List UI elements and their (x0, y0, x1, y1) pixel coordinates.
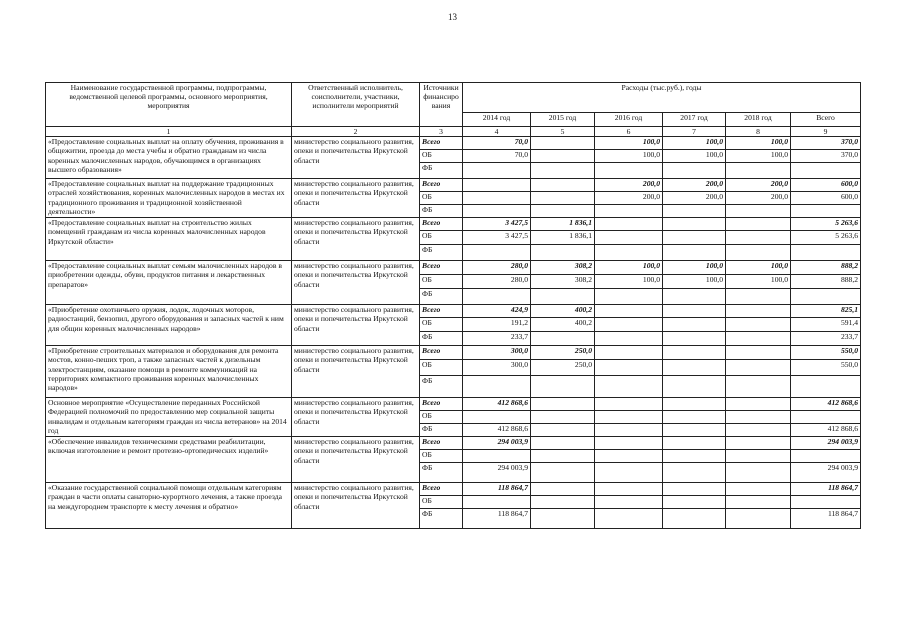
value-year: 200,0 (595, 179, 663, 192)
column-number: 5 (531, 127, 595, 137)
value-year (463, 289, 531, 305)
value-year (663, 289, 726, 305)
funding-source: ОБ (420, 411, 463, 424)
column-number: 6 (595, 127, 663, 137)
value-year (663, 424, 726, 437)
funding-source: Всего (420, 398, 463, 411)
value-total: 888,2 (791, 275, 861, 289)
value-year: 100,0 (663, 261, 726, 275)
value-year (463, 450, 531, 463)
table-row (46, 218, 861, 231)
header-year: 2014 год (463, 113, 531, 127)
column-number: 1 (46, 127, 292, 137)
value-year (595, 437, 663, 450)
value-year (663, 245, 726, 261)
value-year (726, 450, 791, 463)
funding-source: Всего (420, 137, 463, 150)
activity-name: «Приобретение охотничьего оружия, лодок, лодочных моторов, радиостанций, бензопил, другого оборудования и запасных частей к ним для общин коренных малочисленных народов» (46, 305, 292, 346)
value-year: 100,0 (595, 261, 663, 275)
value-year: 233,7 (463, 332, 531, 346)
value-year (595, 424, 663, 437)
activity-name: «Предоставление социальных выплат на поддержание традиционных отраслей хозяйствования, коренных малочисленных народов в местах их традиционного проживания и традиционной хозяйственной деятельности» (46, 179, 292, 218)
funding-source: Всего (420, 179, 463, 192)
header-total: Всего (791, 113, 861, 127)
value-year (726, 163, 791, 179)
value-year (531, 398, 595, 411)
value-total: 591,4 (791, 318, 861, 332)
value-year: 100,0 (726, 261, 791, 275)
value-year (726, 289, 791, 305)
value-year (531, 205, 595, 218)
value-year: 400,2 (531, 305, 595, 318)
value-total (791, 496, 861, 509)
value-year (663, 509, 726, 529)
value-total: 294 003,9 (791, 437, 861, 450)
value-year (531, 163, 595, 179)
value-year (726, 411, 791, 424)
value-year: 3 427,5 (463, 231, 531, 245)
table-row (46, 179, 861, 192)
funding-source: ФБ (420, 245, 463, 261)
funding-source: ФБ (420, 463, 463, 483)
value-year (726, 205, 791, 218)
value-year (663, 376, 726, 398)
value-year: 400,2 (531, 318, 595, 332)
value-year: 280,0 (463, 275, 531, 289)
value-total: 600,0 (791, 179, 861, 192)
value-year (595, 376, 663, 398)
value-year (726, 245, 791, 261)
funding-source: ФБ (420, 289, 463, 305)
value-year (595, 289, 663, 305)
value-total: 370,0 (791, 137, 861, 150)
value-year: 200,0 (726, 179, 791, 192)
value-year (726, 231, 791, 245)
value-total: 5 263,6 (791, 218, 861, 231)
value-year (595, 360, 663, 376)
value-year: 118 864,7 (463, 509, 531, 529)
table-row (46, 437, 861, 450)
funding-source: ОБ (420, 275, 463, 289)
value-total (791, 245, 861, 261)
value-year: 308,2 (531, 261, 595, 275)
value-year: 300,0 (463, 360, 531, 376)
value-total (791, 450, 861, 463)
value-year: 1 836,1 (531, 218, 595, 231)
value-year (531, 411, 595, 424)
funding-source: Всего (420, 483, 463, 496)
value-year: 70,0 (463, 150, 531, 163)
value-year (463, 205, 531, 218)
table-row (46, 346, 861, 360)
value-year: 424,9 (463, 305, 531, 318)
value-year: 100,0 (726, 150, 791, 163)
value-year (595, 411, 663, 424)
value-year: 100,0 (663, 275, 726, 289)
value-year: 412 868,6 (463, 424, 531, 437)
value-year (726, 509, 791, 529)
executor: министерство социального развития, опеки и попечительства Иркутской области (292, 261, 420, 305)
value-year (531, 179, 595, 192)
value-total (791, 163, 861, 179)
executor: министерство социального развития, опеки и попечительства Иркутской области (292, 305, 420, 346)
funding-source: ОБ (420, 318, 463, 332)
value-year (726, 496, 791, 509)
column-number: 2 (292, 127, 420, 137)
value-year (663, 398, 726, 411)
value-year (663, 360, 726, 376)
value-year (531, 289, 595, 305)
value-year (463, 411, 531, 424)
value-year: 1 836,1 (531, 231, 595, 245)
value-year (726, 437, 791, 450)
funding-source: Всего (420, 346, 463, 360)
value-year: 100,0 (595, 150, 663, 163)
value-year (531, 437, 595, 450)
funding-source: ОБ (420, 496, 463, 509)
value-year: 308,2 (531, 275, 595, 289)
executor: министерство социального развития, опеки и попечительства Иркутской области (292, 218, 420, 261)
value-year: 100,0 (663, 137, 726, 150)
activity-name: «Предоставление социальных выплат семьям малочисленных народов в приобретении одежды, обуви, продуктов питания и лекарственных препаратов» (46, 261, 292, 305)
value-total: 118 864,7 (791, 509, 861, 529)
value-year: 3 427,5 (463, 218, 531, 231)
value-total: 233,7 (791, 332, 861, 346)
value-year (726, 318, 791, 332)
table-row (46, 398, 861, 411)
value-year (531, 509, 595, 529)
value-year (595, 398, 663, 411)
value-year: 250,0 (531, 360, 595, 376)
value-year (463, 245, 531, 261)
funding-source: Всего (420, 437, 463, 450)
value-year (595, 218, 663, 231)
header-year: 2018 год (726, 113, 791, 127)
activity-name: «Предоставление социальных выплат на строительство жилых помещений гражданам из числа коренных малочисленных народов Иркутской области» (46, 218, 292, 261)
value-total (791, 376, 861, 398)
value-year (663, 231, 726, 245)
value-year (595, 231, 663, 245)
value-year: 250,0 (531, 346, 595, 360)
value-year: 412 868,6 (463, 398, 531, 411)
value-year (726, 463, 791, 483)
activity-name: «Предоставление социальных выплат на оплату обучения, проживания в общежитии, проезда до места учебы и обратно гражданам из числа коренных малочисленных народов, обучающимся в организациях высшего образования» (46, 137, 292, 179)
header-name: Наименование государственной программы, подпрограммы, ведомственной целевой программы, основного мероприятия, мероприятия (46, 83, 292, 127)
value-year (595, 205, 663, 218)
activity-name: Основное мероприятие «Осуществление переданных Российской Федерацией полномочий по предоставлению мер социальной защиты инвалидам и отдельным категориям граждан из числа ветеранов» на 2014 год (46, 398, 292, 437)
value-year: 100,0 (595, 137, 663, 150)
value-year (531, 496, 595, 509)
value-year: 200,0 (663, 192, 726, 205)
value-year (726, 483, 791, 496)
value-year (463, 376, 531, 398)
column-number: 7 (663, 127, 726, 137)
header-year: 2016 год (595, 113, 663, 127)
table-row (46, 305, 861, 318)
value-year: 100,0 (595, 275, 663, 289)
value-total: 888,2 (791, 261, 861, 275)
value-year (595, 305, 663, 318)
column-number: 4 (463, 127, 531, 137)
value-year (595, 332, 663, 346)
page-number: 13 (448, 12, 457, 22)
value-year (663, 318, 726, 332)
value-year (595, 163, 663, 179)
funding-source: ОБ (420, 150, 463, 163)
value-total: 294 003,9 (791, 463, 861, 483)
executor: министерство социального развития, опеки и попечительства Иркутской области (292, 179, 420, 218)
value-year: 100,0 (726, 137, 791, 150)
value-year (663, 496, 726, 509)
value-total (791, 411, 861, 424)
value-year (463, 163, 531, 179)
value-year (663, 305, 726, 318)
funding-source: ОБ (420, 450, 463, 463)
header-expenses: Расходы (тыс.руб.), годы (463, 83, 861, 113)
value-total: 370,0 (791, 150, 861, 163)
executor: министерство социального развития, опеки и попечительства Иркутской области (292, 346, 420, 398)
value-year (726, 424, 791, 437)
value-year (595, 509, 663, 529)
value-year (726, 332, 791, 346)
value-year (595, 318, 663, 332)
value-year (531, 150, 595, 163)
value-year (726, 305, 791, 318)
value-year (531, 245, 595, 261)
expenses-table (45, 82, 861, 529)
value-year: 200,0 (595, 192, 663, 205)
funding-source: ФБ (420, 332, 463, 346)
value-year: 200,0 (726, 192, 791, 205)
value-total: 550,0 (791, 360, 861, 376)
funding-source: ФБ (420, 424, 463, 437)
value-year (463, 192, 531, 205)
executor: министерство социального развития, опеки и попечительства Иркутской области (292, 398, 420, 437)
value-year (663, 346, 726, 360)
value-year (726, 360, 791, 376)
value-total: 825,1 (791, 305, 861, 318)
value-year (726, 346, 791, 360)
funding-source: Всего (420, 261, 463, 275)
funding-source: ОБ (420, 360, 463, 376)
header-source: Источники финансиро вания (420, 83, 463, 127)
activity-name: «Оказание государственной социальной помощи отдельным категориям граждан в части оплаты санаторно-курортного лечения, а также проезда на междугороднем транспорте к месту лечения и обратно» (46, 483, 292, 529)
value-year (726, 398, 791, 411)
value-year: 118 864,7 (463, 483, 531, 496)
value-year (531, 332, 595, 346)
value-year (663, 437, 726, 450)
value-year: 294 003,9 (463, 437, 531, 450)
value-year (726, 218, 791, 231)
value-total: 412 868,6 (791, 398, 861, 411)
value-year (663, 463, 726, 483)
value-year (726, 376, 791, 398)
value-year (531, 192, 595, 205)
table-row (46, 261, 861, 275)
value-year (595, 496, 663, 509)
value-year (595, 483, 663, 496)
executor: министерство социального развития, опеки и попечительства Иркутской области (292, 137, 420, 179)
value-year (531, 450, 595, 463)
funding-source: Всего (420, 305, 463, 318)
column-number: 3 (420, 127, 463, 137)
value-year (595, 450, 663, 463)
funding-source: ОБ (420, 192, 463, 205)
value-year (595, 346, 663, 360)
funding-source: ФБ (420, 376, 463, 398)
value-year (531, 424, 595, 437)
value-year (531, 463, 595, 483)
header-year: 2015 год (531, 113, 595, 127)
value-year (663, 163, 726, 179)
executor: министерство социального развития, опеки и попечительства Иркутской области (292, 483, 420, 529)
value-year (663, 332, 726, 346)
value-year: 100,0 (663, 150, 726, 163)
value-year: 70,0 (463, 137, 531, 150)
activity-name: «Приобретение строительных материалов и оборудования для ремонта мостов, конно-пеших троп, а также запасных частей к дизельным электростанциям, оказание помощи в ремонте коммуникаций на территориях компактного проживания коренных малочисленных народов» (46, 346, 292, 398)
funding-source: ФБ (420, 509, 463, 529)
value-year (531, 483, 595, 496)
funding-source: ФБ (420, 205, 463, 218)
value-year (463, 496, 531, 509)
value-year (595, 463, 663, 483)
value-year (531, 137, 595, 150)
value-year (463, 179, 531, 192)
funding-source: ОБ (420, 231, 463, 245)
table-row (46, 137, 861, 150)
header-executor: Ответственный исполнитель, соисполнители, участники, исполнители мероприятий (292, 83, 420, 127)
value-total (791, 205, 861, 218)
column-number: 8 (726, 127, 791, 137)
value-total: 412 868,6 (791, 424, 861, 437)
value-year (663, 483, 726, 496)
value-year (663, 450, 726, 463)
funding-source: ФБ (420, 163, 463, 179)
column-number: 9 (791, 127, 861, 137)
value-year: 100,0 (726, 275, 791, 289)
value-total: 550,0 (791, 346, 861, 360)
value-year: 200,0 (663, 179, 726, 192)
value-year (663, 218, 726, 231)
value-year (663, 411, 726, 424)
value-year: 300,0 (463, 346, 531, 360)
value-total: 118 864,7 (791, 483, 861, 496)
value-year (663, 205, 726, 218)
value-total (791, 289, 861, 305)
value-total: 5 263,6 (791, 231, 861, 245)
value-total: 600,0 (791, 192, 861, 205)
header-year: 2017 год (663, 113, 726, 127)
value-year: 294 003,9 (463, 463, 531, 483)
activity-name: «Обеспечение инвалидов техническими средствами реабилитации, включая изготовление и ремонт протезно-ортопедических изделий» (46, 437, 292, 483)
value-year (595, 245, 663, 261)
value-year: 191,2 (463, 318, 531, 332)
executor: министерство социального развития, опеки и попечительства Иркутской области (292, 437, 420, 483)
table-row (46, 483, 861, 496)
value-year: 280,0 (463, 261, 531, 275)
funding-source: Всего (420, 218, 463, 231)
value-year (531, 376, 595, 398)
